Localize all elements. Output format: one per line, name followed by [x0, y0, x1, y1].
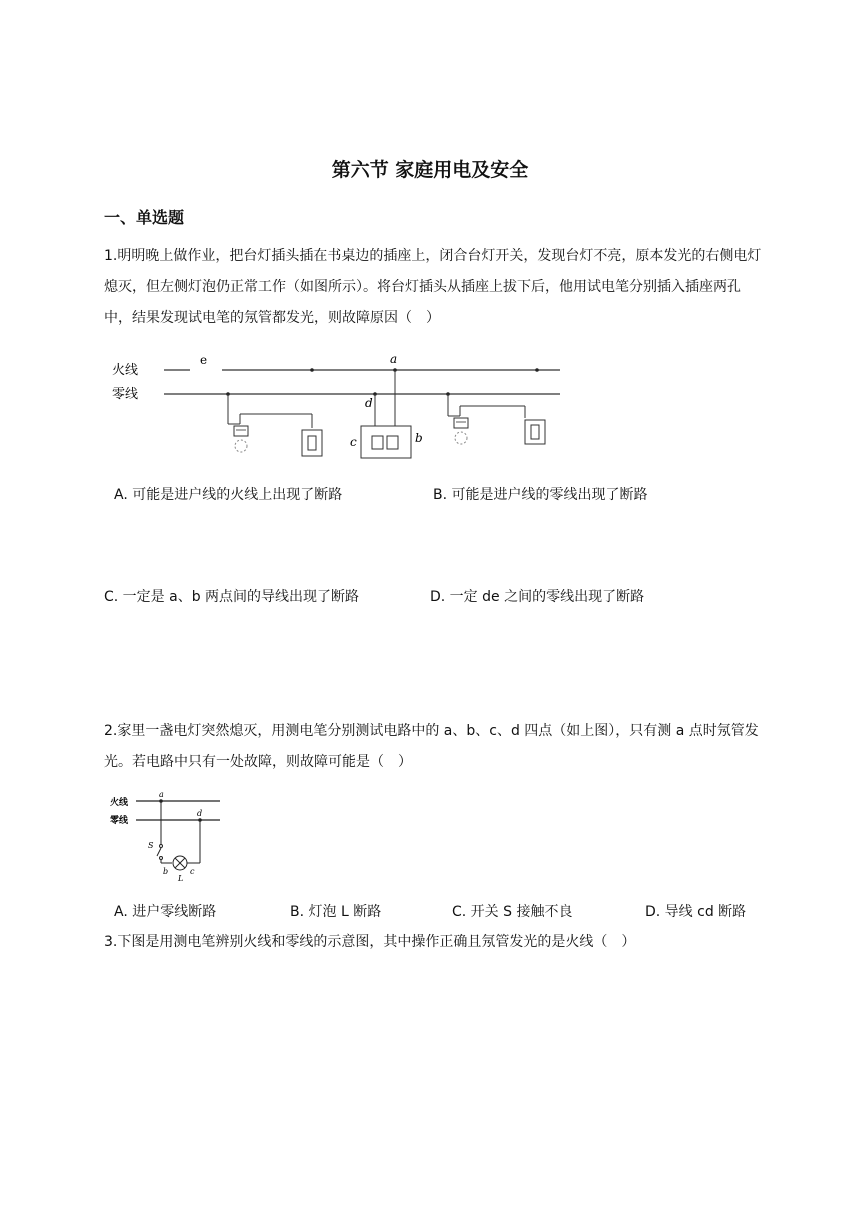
fig1-point-b: b — [415, 431, 423, 445]
fig1-point-a: a — [390, 352, 398, 366]
q1-option-c: C. 一定是 a、b 两点间的导线出现了断路 — [104, 589, 360, 605]
fig2-point-c: c — [190, 867, 195, 876]
q1-option-b: B. 可能是进户线的零线出现了断路 — [433, 487, 648, 503]
fig1-point-d: d — [365, 396, 373, 410]
q2-option-c: C. 开关 S 接触不良 — [452, 904, 573, 920]
question-3-text: 3.下图是用测电笔辨别火线和零线的示意图，其中操作正确且氖管发光的是火线（ ） — [104, 934, 636, 950]
q2-option-d: D. 导线 cd 断路 — [645, 904, 747, 920]
fig2-point-b: b — [163, 867, 169, 876]
question-2-text: 2.家里一盏电灯突然熄灭，用测电笔分别测试电路中的 a、b、c、d 四点（如上图），只有测 a 点时氖管发光。若电路中只有一处故障，则故障可能是（ ） — [104, 723, 759, 770]
q2-option-a: A. 进户零线断路 — [114, 904, 217, 920]
fig1-live-label: 火线 — [112, 363, 139, 378]
q1-option-a: A. 可能是进户线的火线上出现了断路 — [114, 487, 343, 503]
fig2-point-d: d — [197, 809, 203, 818]
q1-option-d: D. 一定 de 之间的零线出现了断路 — [430, 589, 645, 605]
fig2-lamp-l: L — [178, 874, 184, 882]
fig2-point-a: a — [159, 790, 164, 799]
q2-option-b: B. 灯泡 L 断路 — [290, 904, 382, 920]
fig1-point-c: c — [350, 435, 357, 449]
question-1-text: 1.明明晚上做作业，把台灯插头插在书桌边的插座上，闭合台灯开关，发现台灯不亮，原本发光的右侧电灯熄灭，但左侧灯泡仍正常工作（如图所示）。将台灯插头从插座上拔下后，他用试电笔分别插入插座两孔中，结果发现试电笔的氖管都发光，则故障原因（ ） — [104, 248, 762, 326]
question-2-circuit-figure — [108, 790, 228, 882]
section-heading: 一、单选题 — [104, 208, 185, 227]
fig2-neutral-label: 零线 — [110, 816, 129, 826]
question-1-circuit-figure — [110, 350, 570, 470]
fig2-switch-s: S — [148, 841, 154, 850]
fig1-neutral-label: 零线 — [112, 387, 139, 402]
fig2-live-label: 火线 — [110, 798, 129, 808]
page-title: 第六节 家庭用电及安全 — [331, 159, 529, 181]
fig1-point-e: e — [200, 353, 208, 367]
